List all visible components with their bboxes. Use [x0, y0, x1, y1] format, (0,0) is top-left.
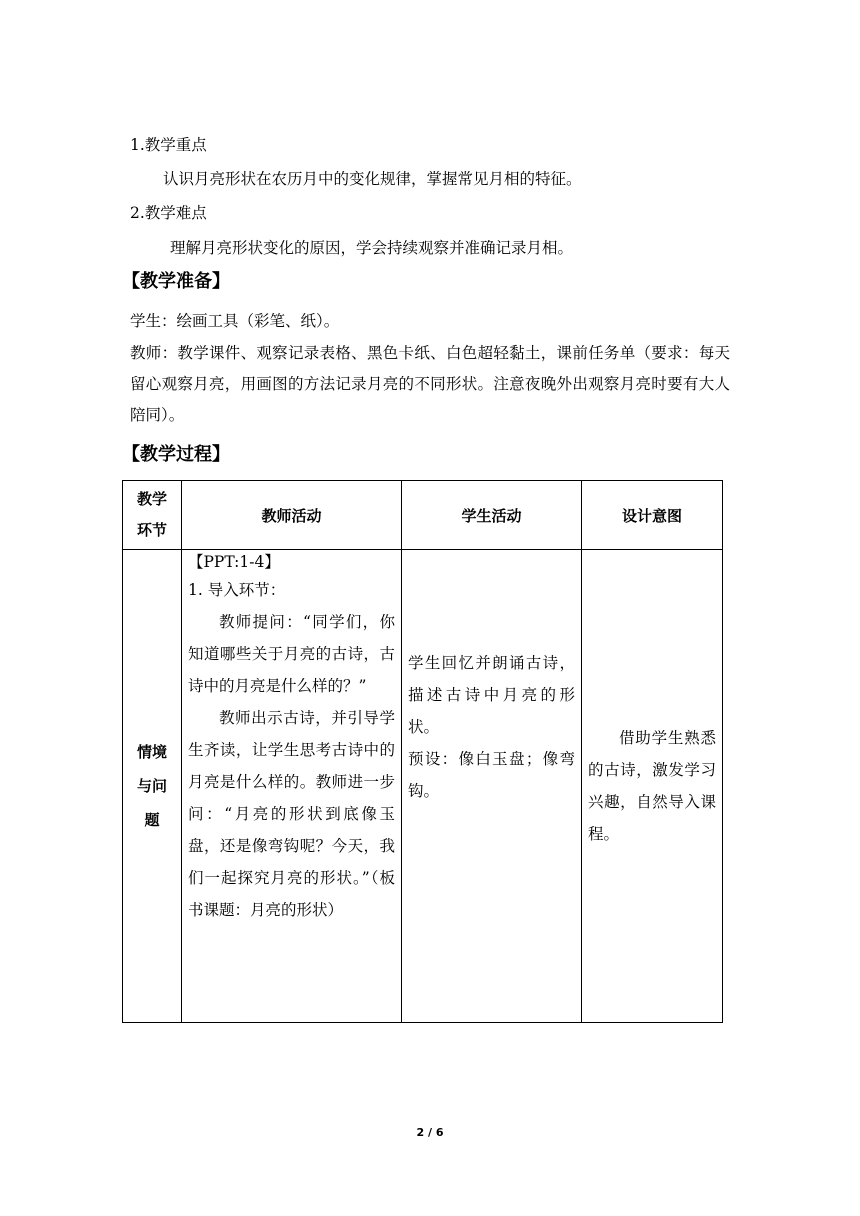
- stage-line1: 情境: [136, 743, 167, 761]
- preparation-student: 学生：绘画工具（彩笔、纸）。: [130, 312, 340, 330]
- teacher-paragraph-2: 教师出示古诗，并引导学生齐读，让学生思考古诗中的月亮是什么样的。教师进一步问：“月亮的形状到底像玉盘，还是像弯钩呢？今天，我们一起探究月亮的形状。”（板书课题：月亮的形状）: [188, 709, 395, 919]
- header-design-intent: 设计意图: [582, 481, 723, 550]
- header-stage-line2: 环节: [136, 521, 167, 539]
- difficulty-heading: 2.教学难点: [130, 204, 207, 222]
- process-heading: 【教学过程】: [122, 444, 230, 465]
- preparation-teacher: 教师：教学课件、观察记录表格、黑色卡纸、白色超轻黏土，课前任务单（要求：每天留心观察月亮，用画图的方法记录月亮的不同形状。注意夜晚外出观察月亮时要有大人陪同）。: [130, 344, 730, 424]
- header-stage: [123, 481, 182, 550]
- table-header-row: [123, 481, 723, 550]
- preparation-heading: 【教学准备】: [122, 271, 230, 292]
- student-paragraph-1: 学生回忆并朗诵古诗，描述古诗中月亮的形状。: [408, 654, 575, 736]
- ppt-reference: 【PPT:1-4】: [188, 553, 280, 571]
- header-student-activity: 学生活动: [402, 481, 582, 550]
- header-stage-line1: 教学: [136, 490, 167, 508]
- stage-line3: 题: [144, 811, 160, 829]
- difficulty-text: 理解月亮形状变化的原因，学会持续观察并准确记录月相。: [170, 239, 574, 257]
- student-paragraph-2: 预设：像白玉盘；像弯钩。: [408, 750, 575, 800]
- table-row: [123, 550, 723, 1023]
- page-number: 2 / 6: [416, 1126, 444, 1139]
- key-point-text: 认识月亮形状在农历月中的变化规律，掌握常见月相的特征。: [163, 170, 582, 188]
- header-teacher-activity: 教师活动: [182, 481, 402, 550]
- key-point-heading: 1.教学重点: [130, 136, 207, 154]
- design-intent-cell: [582, 550, 723, 1023]
- teacher-step: 1. 导入环节：: [188, 581, 286, 599]
- teacher-paragraph-1: 教师提问：“同学们，你知道哪些关于月亮的古诗，古诗中的月亮是什么样的？”: [188, 613, 395, 695]
- stage-cell: [123, 550, 182, 1023]
- stage-line2: 与问: [136, 777, 167, 795]
- teacher-activity-cell: [182, 550, 402, 1023]
- student-activity-cell: [402, 550, 582, 1023]
- design-intent-text: 借助学生熟悉的古诗，激发学习兴趣，自然导入课程。: [588, 729, 716, 843]
- process-table: [122, 480, 723, 1023]
